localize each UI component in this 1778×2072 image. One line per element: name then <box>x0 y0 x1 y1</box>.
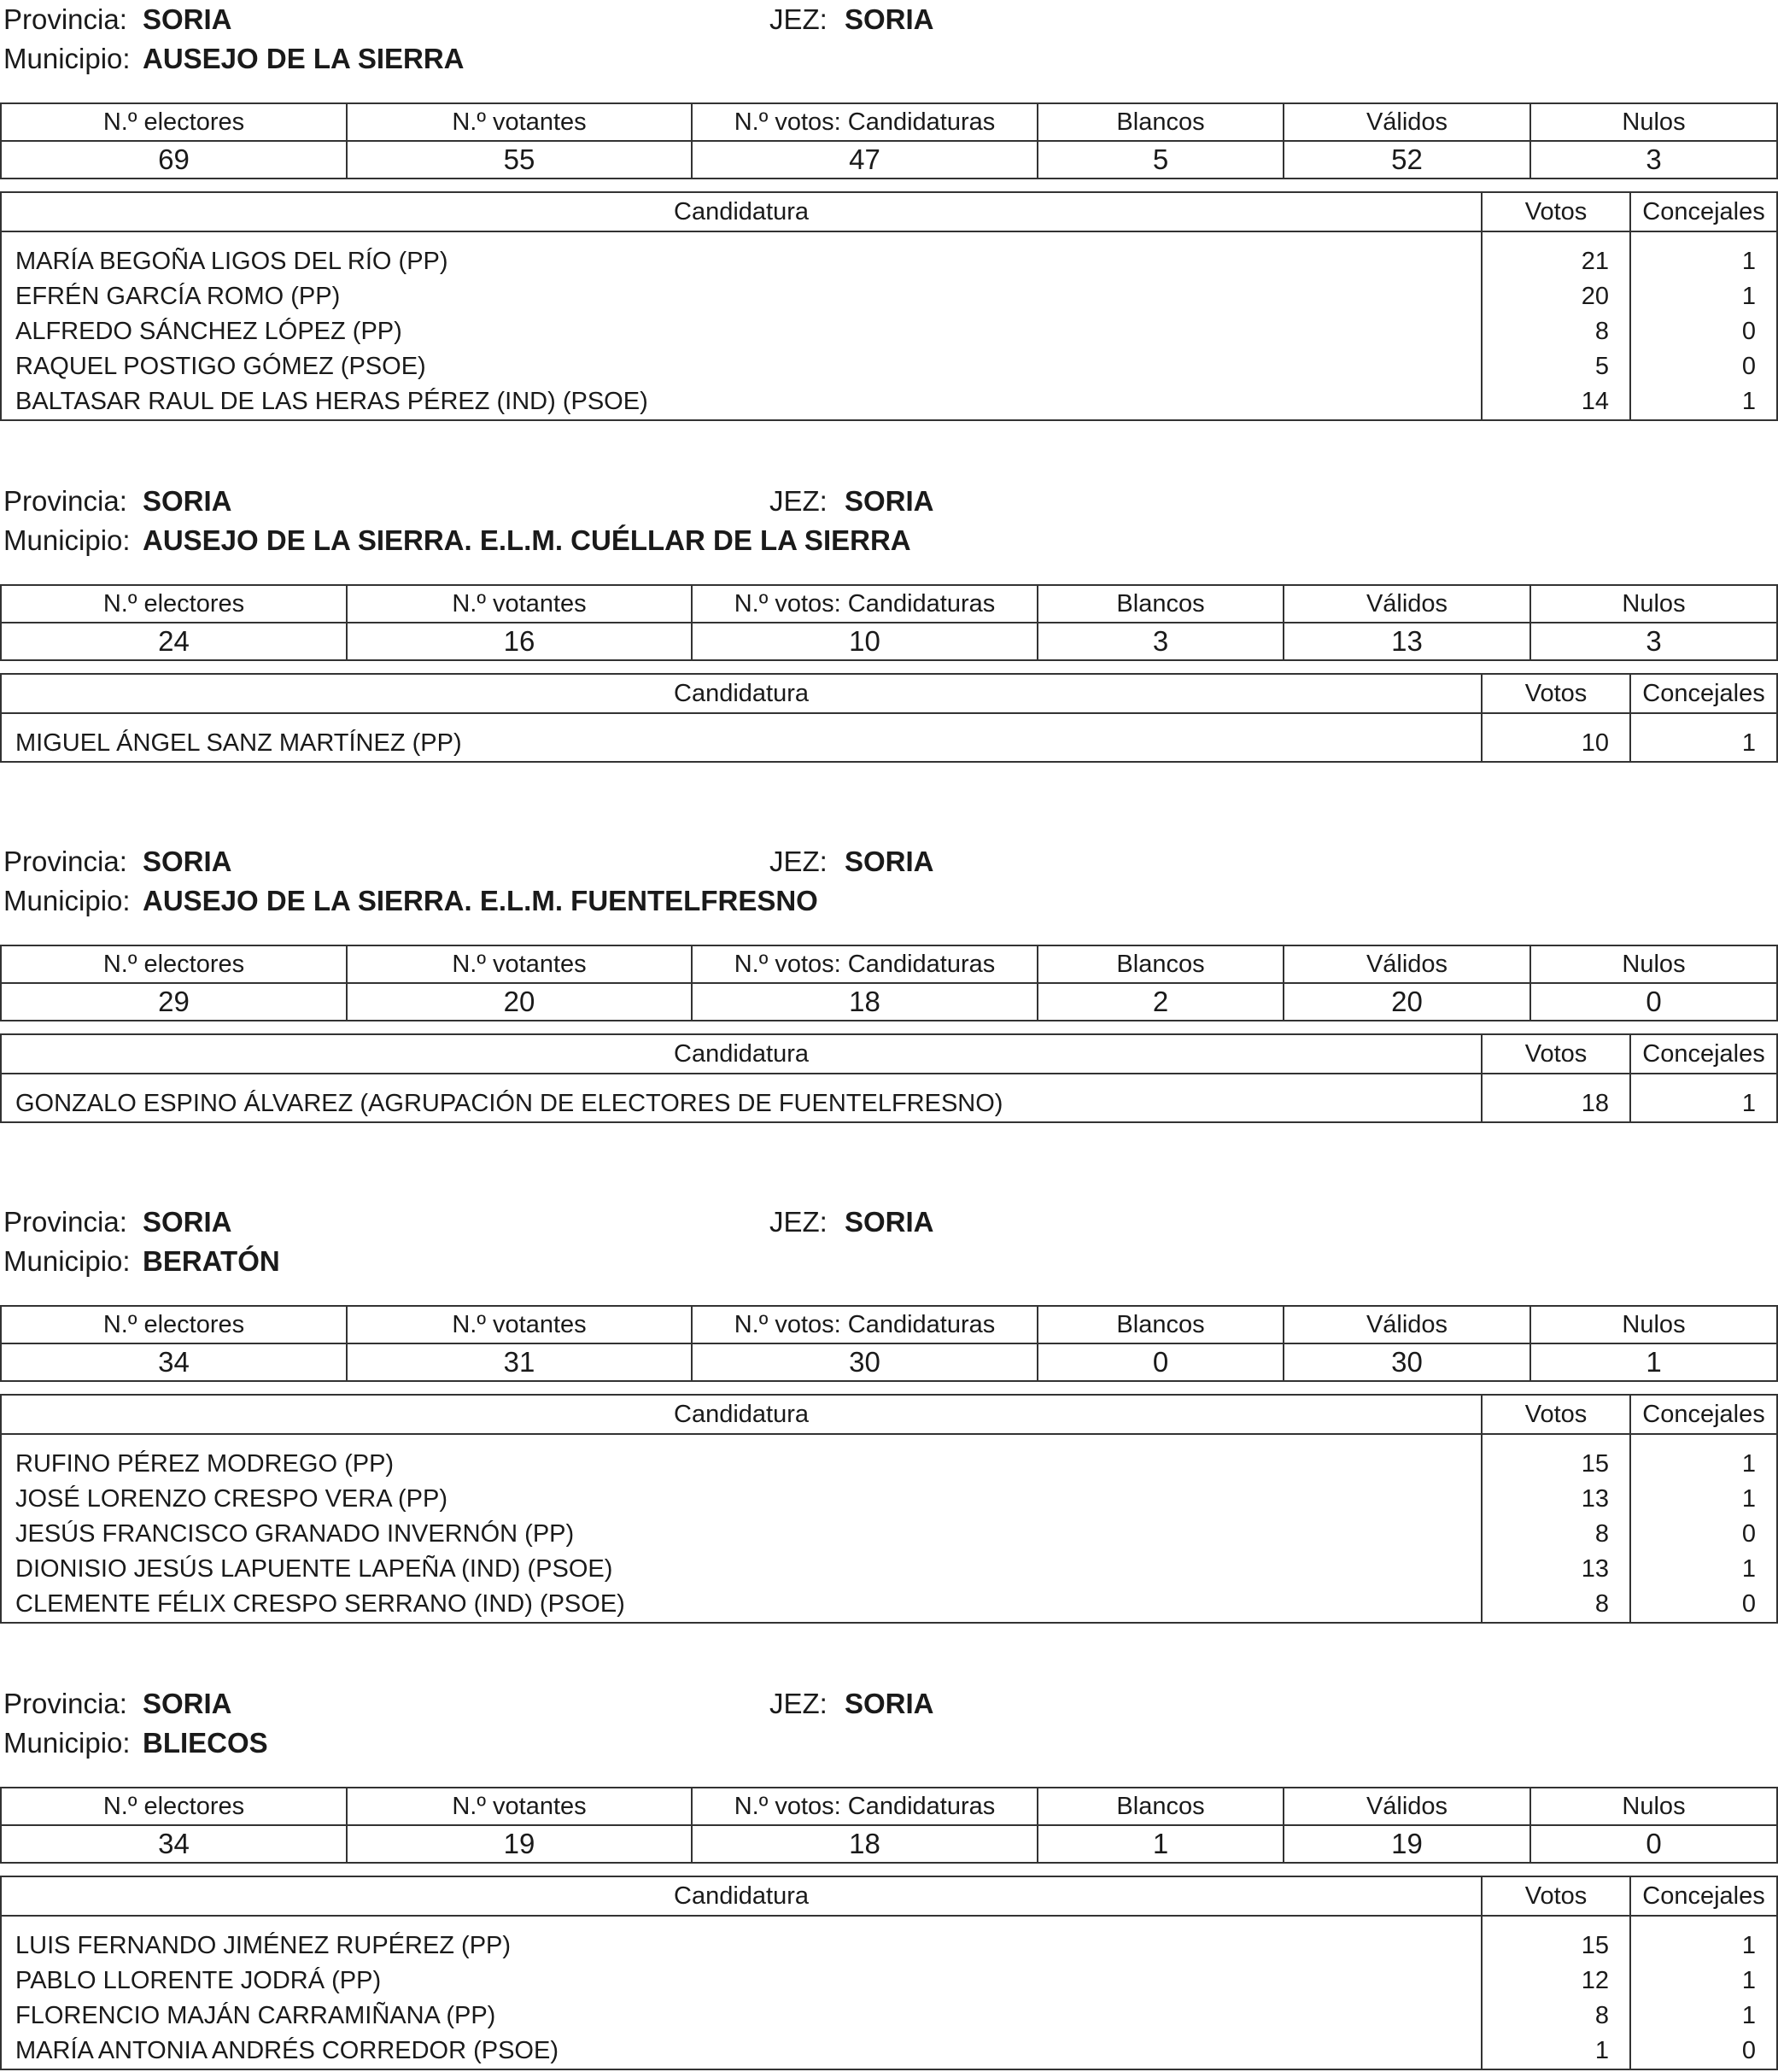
candidate-row <box>1 1074 1777 1122</box>
candidates-header-cell: Votos <box>1482 1395 1630 1434</box>
section-header <box>0 0 1778 79</box>
candidates-header-cell: Concejales <box>1630 674 1777 713</box>
municipio-value: AUSEJO DE LA SIERRA <box>143 43 465 74</box>
municipio-label: Municipio: <box>3 43 131 74</box>
summary-value-cell: 0 <box>1530 983 1777 1021</box>
candidate-councillors: 1 <box>1630 713 1777 762</box>
summary-value-cell: 47 <box>692 141 1038 179</box>
candidate-row <box>1 314 1777 349</box>
summary-header-cell: Blancos <box>1038 103 1284 141</box>
summary-table <box>0 584 1778 661</box>
summary-value-cell: 0 <box>1038 1343 1284 1381</box>
summary-header-cell: Blancos <box>1038 585 1284 623</box>
candidate-name: MIGUEL ÁNGEL SANZ MARTÍNEZ (PP) <box>1 713 1482 762</box>
section-header <box>0 1203 1778 1281</box>
provincia-value: SORIA <box>143 485 232 517</box>
candidates-table <box>0 1876 1778 2070</box>
candidates-table <box>0 673 1778 763</box>
candidate-row <box>1 1552 1777 1587</box>
candidate-row <box>1 1999 1777 2034</box>
summary-value-cell: 34 <box>1 1825 347 1863</box>
summary-header-cell: N.º electores <box>1 103 347 141</box>
summary-value-cell: 34 <box>1 1343 347 1381</box>
summary-value-cell: 55 <box>347 141 692 179</box>
summary-header-cell: Nulos <box>1530 585 1777 623</box>
summary-header-cell: N.º votos: Candidaturas <box>692 585 1038 623</box>
candidates-header-row <box>1 192 1777 231</box>
candidate-councillors: 1 <box>1630 1999 1777 2034</box>
candidate-row <box>1 384 1777 420</box>
candidate-votes: 12 <box>1482 1964 1630 1999</box>
summary-header-cell: Válidos <box>1284 585 1530 623</box>
candidate-votes: 8 <box>1482 1517 1630 1552</box>
summary-header-row <box>1 1306 1777 1343</box>
candidate-name: PABLO LLORENTE JODRÁ (PP) <box>1 1964 1482 1999</box>
candidates-table <box>0 1033 1778 1123</box>
summary-header-cell: Nulos <box>1530 945 1777 983</box>
candidates-header-cell: Concejales <box>1630 1876 1777 1916</box>
candidate-name: EFRÉN GARCÍA ROMO (PP) <box>1 279 1482 314</box>
candidate-row <box>1 1517 1777 1552</box>
summary-header-cell: N.º votantes <box>347 585 692 623</box>
municipality-section <box>0 0 1778 421</box>
summary-value-cell: 29 <box>1 983 347 1021</box>
candidates-header-cell: Concejales <box>1630 192 1777 231</box>
municipality-section <box>0 1203 1778 1624</box>
candidate-name: ALFREDO SÁNCHEZ LÓPEZ (PP) <box>1 314 1482 349</box>
candidate-votes: 10 <box>1482 713 1630 762</box>
candidate-name: RUFINO PÉREZ MODREGO (PP) <box>1 1434 1482 1482</box>
candidate-votes: 13 <box>1482 1482 1630 1517</box>
summary-value-cell: 69 <box>1 141 347 179</box>
summary-header-row <box>1 1788 1777 1825</box>
jez-label: JEZ: <box>769 1206 828 1238</box>
summary-value-cell: 52 <box>1284 141 1530 179</box>
section-header <box>0 482 1778 560</box>
candidate-votes: 14 <box>1482 384 1630 420</box>
candidate-name: RAQUEL POSTIGO GÓMEZ (PSOE) <box>1 349 1482 384</box>
candidates-header-row <box>1 1034 1777 1074</box>
candidate-votes: 5 <box>1482 349 1630 384</box>
jez-label: JEZ: <box>769 1688 828 1719</box>
summary-value-cell: 18 <box>692 983 1038 1021</box>
candidate-name: MARÍA BEGOÑA LIGOS DEL RÍO (PP) <box>1 231 1482 279</box>
summary-value-cell: 30 <box>692 1343 1038 1381</box>
candidate-name: FLORENCIO MAJÁN CARRAMIÑANA (PP) <box>1 1999 1482 2034</box>
candidate-row <box>1 349 1777 384</box>
summary-header-cell: Válidos <box>1284 945 1530 983</box>
jez-value: SORIA <box>845 1206 934 1238</box>
summary-header-cell: Válidos <box>1284 103 1530 141</box>
candidates-header-cell: Candidatura <box>1 1876 1482 1916</box>
summary-table <box>0 1787 1778 1864</box>
candidate-votes: 8 <box>1482 1587 1630 1623</box>
candidate-row <box>1 713 1777 762</box>
candidate-votes: 20 <box>1482 279 1630 314</box>
summary-value-cell: 24 <box>1 623 347 660</box>
candidate-councillors: 0 <box>1630 1517 1777 1552</box>
candidate-name: JESÚS FRANCISCO GRANADO INVERNÓN (PP) <box>1 1517 1482 1552</box>
summary-value-cell: 18 <box>692 1825 1038 1863</box>
provincia-label: Provincia: <box>3 485 127 517</box>
candidates-header-row <box>1 1876 1777 1916</box>
jez-value: SORIA <box>845 1688 934 1719</box>
provincia-label: Provincia: <box>3 846 127 877</box>
candidate-name: BALTASAR RAUL DE LAS HERAS PÉREZ (IND) (PSOE) <box>1 384 1482 420</box>
candidate-name: DIONISIO JESÚS LAPUENTE LAPEÑA (IND) (PSOE) <box>1 1552 1482 1587</box>
summary-header-cell: Blancos <box>1038 1788 1284 1825</box>
candidate-name: GONZALO ESPINO ÁLVAREZ (AGRUPACIÓN DE ELECTORES DE FUENTELFRESNO) <box>1 1074 1482 1122</box>
summary-value-cell: 2 <box>1038 983 1284 1021</box>
summary-value-cell: 31 <box>347 1343 692 1381</box>
candidate-row <box>1 279 1777 314</box>
candidates-header-row <box>1 674 1777 713</box>
summary-header-cell: Nulos <box>1530 1306 1777 1343</box>
summary-header-cell: N.º votos: Candidaturas <box>692 1306 1038 1343</box>
section-header <box>0 1684 1778 1763</box>
summary-header-cell: N.º votos: Candidaturas <box>692 103 1038 141</box>
municipio-label: Municipio: <box>3 885 131 916</box>
summary-header-row <box>1 103 1777 141</box>
candidate-councillors: 1 <box>1630 384 1777 420</box>
summary-value-cell: 3 <box>1530 623 1777 660</box>
municipio-label: Municipio: <box>3 524 131 556</box>
candidate-councillors: 1 <box>1630 1482 1777 1517</box>
candidate-councillors: 1 <box>1630 1964 1777 1999</box>
candidate-votes: 18 <box>1482 1074 1630 1122</box>
candidates-header-cell: Votos <box>1482 1034 1630 1074</box>
candidates-header-row <box>1 1395 1777 1434</box>
candidate-name: JOSÉ LORENZO CRESPO VERA (PP) <box>1 1482 1482 1517</box>
candidate-councillors: 1 <box>1630 1074 1777 1122</box>
candidate-councillors: 1 <box>1630 231 1777 279</box>
jez-label: JEZ: <box>769 3 828 35</box>
provincia-label: Provincia: <box>3 1688 127 1719</box>
candidates-header-cell: Concejales <box>1630 1395 1777 1434</box>
summary-header-cell: Válidos <box>1284 1788 1530 1825</box>
section-header <box>0 842 1778 921</box>
jez-value: SORIA <box>845 3 934 35</box>
provincia-value: SORIA <box>143 1688 232 1719</box>
jez-label: JEZ: <box>769 846 828 877</box>
summary-value-cell: 19 <box>1284 1825 1530 1863</box>
candidate-row <box>1 1964 1777 1999</box>
candidate-councillors: 1 <box>1630 1916 1777 1964</box>
candidates-header-cell: Concejales <box>1630 1034 1777 1074</box>
municipio-value: AUSEJO DE LA SIERRA. E.L.M. FUENTELFRESNO <box>143 885 818 916</box>
candidate-councillors: 0 <box>1630 314 1777 349</box>
summary-header-cell: N.º votos: Candidaturas <box>692 1788 1038 1825</box>
candidate-councillors: 0 <box>1630 349 1777 384</box>
candidate-votes: 15 <box>1482 1916 1630 1964</box>
summary-header-cell: N.º votantes <box>347 103 692 141</box>
candidate-row <box>1 1482 1777 1517</box>
candidate-councillors: 1 <box>1630 279 1777 314</box>
summary-table <box>0 102 1778 179</box>
candidate-councillors: 0 <box>1630 1587 1777 1623</box>
municipio-value: BERATÓN <box>143 1245 280 1277</box>
municipality-section <box>0 482 1778 763</box>
summary-value-cell: 3 <box>1038 623 1284 660</box>
summary-value-cell: 19 <box>347 1825 692 1863</box>
jez-value: SORIA <box>845 846 934 877</box>
municipio-label: Municipio: <box>3 1245 131 1277</box>
summary-header-cell: N.º votantes <box>347 945 692 983</box>
summary-value-cell: 30 <box>1284 1343 1530 1381</box>
summary-table <box>0 945 1778 1021</box>
summary-header-cell: N.º votantes <box>347 1306 692 1343</box>
summary-header-cell: N.º electores <box>1 1788 347 1825</box>
candidate-councillors: 1 <box>1630 1434 1777 1482</box>
candidates-header-cell: Candidatura <box>1 1034 1482 1074</box>
candidates-table <box>0 1394 1778 1624</box>
summary-header-cell: Nulos <box>1530 1788 1777 1825</box>
candidate-votes: 8 <box>1482 1999 1630 2034</box>
summary-header-cell: N.º electores <box>1 585 347 623</box>
summary-value-cell: 5 <box>1038 141 1284 179</box>
summary-header-cell: Blancos <box>1038 1306 1284 1343</box>
municipio-value: AUSEJO DE LA SIERRA. E.L.M. CUÉLLAR DE LA SIERRA <box>143 524 911 556</box>
municipality-section <box>0 842 1778 1123</box>
provincia-label: Provincia: <box>3 3 127 35</box>
candidates-header-cell: Votos <box>1482 192 1630 231</box>
summary-header-cell: N.º electores <box>1 945 347 983</box>
candidates-header-cell: Candidatura <box>1 192 1482 231</box>
candidate-name: CLEMENTE FÉLIX CRESPO SERRANO (IND) (PSOE) <box>1 1587 1482 1623</box>
provincia-label: Provincia: <box>3 1206 127 1238</box>
summary-header-row <box>1 585 1777 623</box>
summary-values-row <box>1 1343 1777 1381</box>
candidate-row <box>1 1587 1777 1623</box>
jez-label: JEZ: <box>769 485 828 517</box>
candidate-councillors: 1 <box>1630 1552 1777 1587</box>
summary-values-row <box>1 983 1777 1021</box>
summary-value-cell: 3 <box>1530 141 1777 179</box>
summary-value-cell: 1 <box>1038 1825 1284 1863</box>
summary-header-row <box>1 945 1777 983</box>
summary-header-cell: Blancos <box>1038 945 1284 983</box>
municipio-label: Municipio: <box>3 1727 131 1759</box>
summary-values-row <box>1 623 1777 660</box>
summary-value-cell: 0 <box>1530 1825 1777 1863</box>
candidates-table <box>0 191 1778 421</box>
candidate-row <box>1 231 1777 279</box>
candidate-row <box>1 2034 1777 2069</box>
candidates-header-cell: Votos <box>1482 1876 1630 1916</box>
candidate-name: MARÍA ANTONIA ANDRÉS CORREDOR (PSOE) <box>1 2034 1482 2069</box>
candidate-votes: 21 <box>1482 231 1630 279</box>
candidate-row <box>1 1916 1777 1964</box>
candidates-header-cell: Candidatura <box>1 674 1482 713</box>
candidate-votes: 1 <box>1482 2034 1630 2069</box>
candidate-votes: 8 <box>1482 314 1630 349</box>
summary-header-cell: Nulos <box>1530 103 1777 141</box>
candidate-name: LUIS FERNANDO JIMÉNEZ RUPÉREZ (PP) <box>1 1916 1482 1964</box>
summary-value-cell: 10 <box>692 623 1038 660</box>
jez-value: SORIA <box>845 485 934 517</box>
summary-values-row <box>1 141 1777 179</box>
summary-header-cell: Válidos <box>1284 1306 1530 1343</box>
summary-value-cell: 1 <box>1530 1343 1777 1381</box>
provincia-value: SORIA <box>143 3 232 35</box>
candidates-header-cell: Votos <box>1482 674 1630 713</box>
provincia-value: SORIA <box>143 1206 232 1238</box>
candidate-votes: 15 <box>1482 1434 1630 1482</box>
provincia-value: SORIA <box>143 846 232 877</box>
summary-value-cell: 16 <box>347 623 692 660</box>
summary-value-cell: 20 <box>347 983 692 1021</box>
candidates-header-cell: Candidatura <box>1 1395 1482 1434</box>
summary-header-cell: N.º votantes <box>347 1788 692 1825</box>
candidate-row <box>1 1434 1777 1482</box>
candidate-councillors: 0 <box>1630 2034 1777 2069</box>
municipio-value: BLIECOS <box>143 1727 268 1759</box>
summary-value-cell: 13 <box>1284 623 1530 660</box>
municipality-section <box>0 1684 1778 2070</box>
summary-value-cell: 20 <box>1284 983 1530 1021</box>
summary-header-cell: N.º electores <box>1 1306 347 1343</box>
summary-header-cell: N.º votos: Candidaturas <box>692 945 1038 983</box>
candidate-votes: 13 <box>1482 1552 1630 1587</box>
summary-values-row <box>1 1825 1777 1863</box>
summary-table <box>0 1305 1778 1382</box>
